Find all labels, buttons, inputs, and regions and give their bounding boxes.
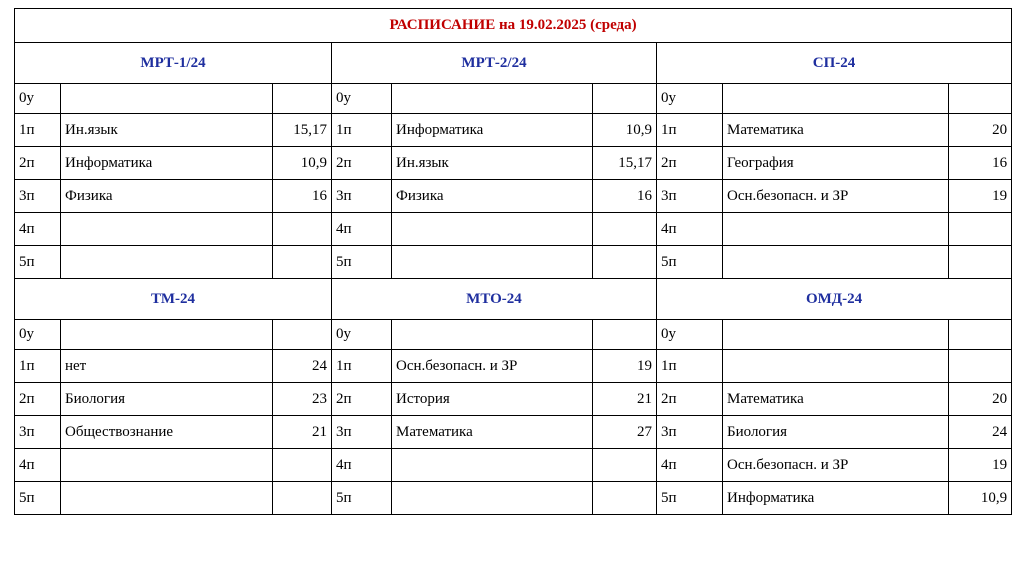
subject-cell: Ин.язык [61, 114, 273, 147]
room-cell: 16 [273, 180, 332, 213]
subject-cell [61, 84, 273, 114]
room-cell: 21 [593, 383, 657, 416]
lesson-number: 5п [15, 482, 61, 515]
room-cell: 27 [593, 416, 657, 449]
room-cell: 19 [949, 180, 1012, 213]
room-cell: 19 [593, 350, 657, 383]
lesson-number: 1п [657, 350, 723, 383]
lesson-number: 4п [332, 449, 392, 482]
table-row [15, 114, 1012, 147]
subject-cell [392, 84, 593, 114]
lesson-number: 2п [15, 383, 61, 416]
lesson-number: 1п [332, 350, 392, 383]
lesson-number: 3п [657, 180, 723, 213]
subject-cell [61, 449, 273, 482]
group-name: ОМД-24 [657, 279, 1012, 320]
room-cell: 15,17 [273, 114, 332, 147]
subject-cell [61, 246, 273, 279]
room-cell [593, 449, 657, 482]
room-cell [593, 320, 657, 350]
room-cell: 24 [273, 350, 332, 383]
group-name: ТМ-24 [15, 279, 332, 320]
subject-cell [723, 320, 949, 350]
room-cell [949, 84, 1012, 114]
group-name: МРТ-1/24 [15, 43, 332, 84]
lesson-number: 2п [332, 383, 392, 416]
subject-cell: Математика [723, 114, 949, 147]
subject-cell [392, 449, 593, 482]
subject-cell [723, 350, 949, 383]
room-cell [273, 84, 332, 114]
lesson-number: 2п [657, 383, 723, 416]
subject-cell: нет [61, 350, 273, 383]
room-cell [593, 213, 657, 246]
subject-cell [723, 84, 949, 114]
subject-cell [61, 482, 273, 515]
room-cell: 19 [949, 449, 1012, 482]
subject-cell: Биология [61, 383, 273, 416]
lesson-number: 0у [657, 84, 723, 114]
lesson-number: 1п [15, 114, 61, 147]
lesson-number: 5п [332, 246, 392, 279]
schedule-table [14, 8, 1012, 515]
room-cell: 20 [949, 114, 1012, 147]
room-cell [949, 213, 1012, 246]
lesson-number: 0у [15, 84, 61, 114]
lesson-number: 3п [332, 180, 392, 213]
lesson-number: 0у [332, 84, 392, 114]
lesson-number: 2п [657, 147, 723, 180]
room-cell: 16 [949, 147, 1012, 180]
subject-cell: Осн.безопасн. и ЗР [723, 449, 949, 482]
lesson-number: 4п [332, 213, 392, 246]
lesson-number: 1п [657, 114, 723, 147]
schedule-title: РАСПИСАНИЕ на 19.02.2025 (среда) [15, 9, 1012, 43]
room-cell: 21 [273, 416, 332, 449]
subject-cell: География [723, 147, 949, 180]
lesson-number: 5п [332, 482, 392, 515]
room-cell: 15,17 [593, 147, 657, 180]
subject-cell: Математика [723, 383, 949, 416]
lesson-number: 4п [15, 449, 61, 482]
lesson-number: 0у [657, 320, 723, 350]
lesson-number: 1п [15, 350, 61, 383]
lesson-number: 2п [332, 147, 392, 180]
room-cell: 10,9 [949, 482, 1012, 515]
table-row [15, 213, 1012, 246]
table-row [15, 180, 1012, 213]
lesson-number: 5п [15, 246, 61, 279]
lesson-number: 3п [15, 180, 61, 213]
room-cell: 23 [273, 383, 332, 416]
subject-cell: Информатика [723, 482, 949, 515]
subject-cell [61, 320, 273, 350]
room-cell [273, 449, 332, 482]
table-row [15, 482, 1012, 515]
room-cell [949, 320, 1012, 350]
room-cell: 10,9 [273, 147, 332, 180]
subject-cell: Ин.язык [392, 147, 593, 180]
subject-cell: Математика [392, 416, 593, 449]
group-name: МРТ-2/24 [332, 43, 657, 84]
subject-cell [392, 246, 593, 279]
lesson-number: 5п [657, 246, 723, 279]
room-cell [949, 350, 1012, 383]
lesson-number: 1п [332, 114, 392, 147]
lesson-number: 0у [15, 320, 61, 350]
lesson-number: 3п [657, 416, 723, 449]
table-row [15, 147, 1012, 180]
subject-cell: Осн.безопасн. и ЗР [392, 350, 593, 383]
table-row [15, 416, 1012, 449]
subject-cell: Информатика [392, 114, 593, 147]
room-cell [593, 482, 657, 515]
lesson-number: 4п [15, 213, 61, 246]
table-row [15, 320, 1012, 350]
room-cell [593, 246, 657, 279]
room-cell: 24 [949, 416, 1012, 449]
lesson-number: 4п [657, 213, 723, 246]
subject-cell: Осн.безопасн. и ЗР [723, 180, 949, 213]
subject-cell: Обществознание [61, 416, 273, 449]
room-cell: 20 [949, 383, 1012, 416]
lesson-number: 2п [15, 147, 61, 180]
lesson-number: 3п [332, 416, 392, 449]
lesson-number: 4п [657, 449, 723, 482]
table-row [15, 84, 1012, 114]
subject-cell: Информатика [61, 147, 273, 180]
room-cell [273, 482, 332, 515]
subject-cell [723, 246, 949, 279]
room-cell [273, 213, 332, 246]
table-row [15, 246, 1012, 279]
room-cell [273, 320, 332, 350]
group-name: СП-24 [657, 43, 1012, 84]
group-header-row [15, 43, 1012, 84]
room-cell [273, 246, 332, 279]
subject-cell: Физика [392, 180, 593, 213]
table-row [15, 350, 1012, 383]
table-row [15, 449, 1012, 482]
table-row [15, 383, 1012, 416]
room-cell: 10,9 [593, 114, 657, 147]
title-row [15, 9, 1012, 43]
subject-cell: История [392, 383, 593, 416]
lesson-number: 0у [332, 320, 392, 350]
lesson-number: 5п [657, 482, 723, 515]
subject-cell [392, 482, 593, 515]
lesson-number: 3п [15, 416, 61, 449]
subject-cell [392, 320, 593, 350]
subject-cell: Физика [61, 180, 273, 213]
subject-cell [61, 213, 273, 246]
subject-cell [392, 213, 593, 246]
subject-cell: Биология [723, 416, 949, 449]
group-name: МТО-24 [332, 279, 657, 320]
subject-cell [723, 213, 949, 246]
room-cell [593, 84, 657, 114]
schedule-sheet [14, 8, 1011, 515]
group-header-row [15, 279, 1012, 320]
room-cell [949, 246, 1012, 279]
room-cell: 16 [593, 180, 657, 213]
